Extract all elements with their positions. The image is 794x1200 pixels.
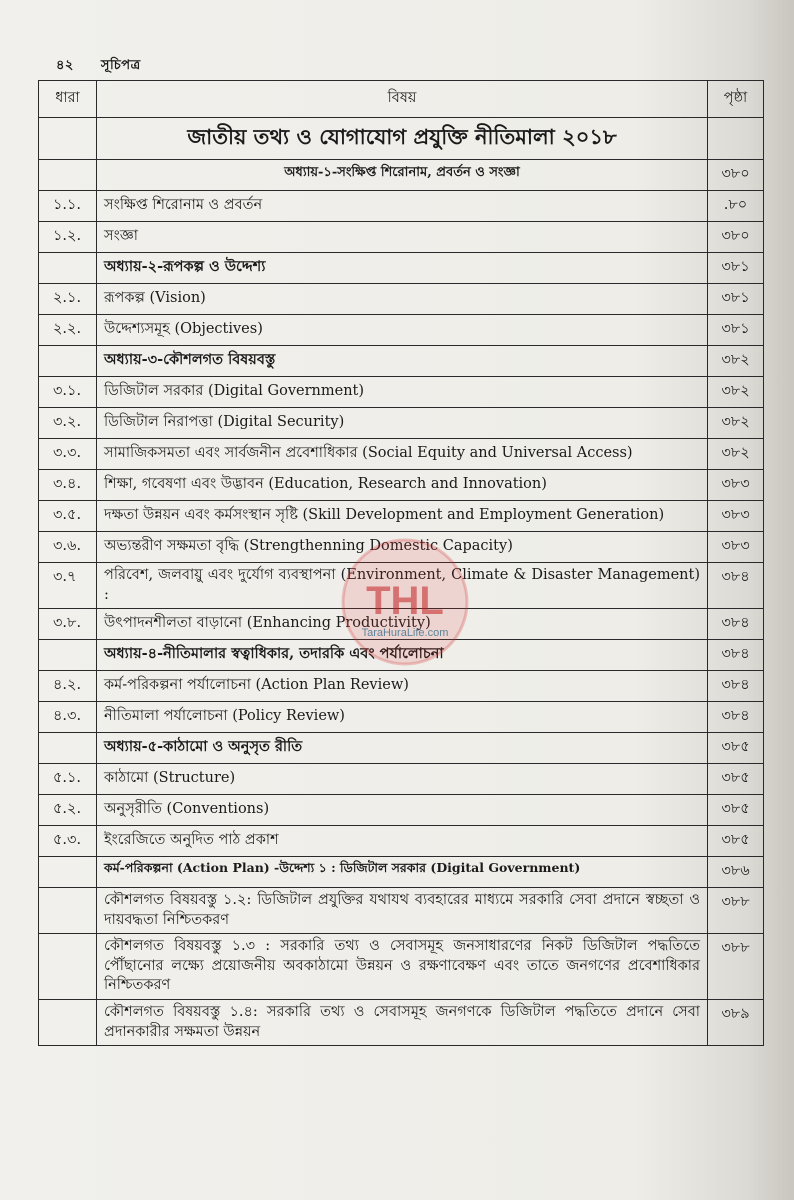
row-section-number: ৩.৭ — [39, 563, 97, 609]
table-row — [39, 408, 764, 439]
row-subject: কর্ম-পরিকল্পনা পর্যালোচনা (Action Plan Review) — [97, 671, 708, 702]
row-subject: অধ্যায়-৩-কৌশলগত বিষয়বস্তু — [97, 346, 708, 377]
row-section-number — [39, 253, 97, 284]
row-page-number: ৩৮১ — [708, 253, 764, 284]
row-subject: উৎপাদনশীলতা বাড়ানো (Enhancing Productivity) — [97, 609, 708, 640]
row-page-number: ৩৮৮ — [708, 934, 764, 1000]
row-page-number: ৩৮১ — [708, 315, 764, 346]
row-section-number: ৫.৩. — [39, 826, 97, 857]
row-section-number — [39, 857, 97, 888]
row-page-number: ৩৮৩ — [708, 470, 764, 501]
table-row — [39, 609, 764, 640]
row-subject: ডিজিটাল সরকার (Digital Government) — [97, 377, 708, 408]
table-row — [39, 284, 764, 315]
row-section-number: ৩.৫. — [39, 501, 97, 532]
row-section-number: ৩.৩. — [39, 439, 97, 470]
title-row — [39, 118, 764, 160]
row-page-number: ৩৮০ — [708, 222, 764, 253]
table-row — [39, 346, 764, 377]
table-row — [39, 563, 764, 609]
table-row — [39, 640, 764, 671]
row-subject: অভ্যন্তরীণ সক্ষমতা বৃদ্ধি (Strengthenning Domestic Capacity) — [97, 532, 708, 563]
row-page-number: ৩৮২ — [708, 377, 764, 408]
row-page-number: ৩৮৪ — [708, 671, 764, 702]
row-section-number: ১.১. — [39, 191, 97, 222]
table-row — [39, 934, 764, 1000]
row-subject: শিক্ষা, গবেষণা এবং উদ্ভাবন (Education, Research and Innovation) — [97, 470, 708, 501]
row-section-number: ২.২. — [39, 315, 97, 346]
section-title: সূচিপত্র — [100, 58, 141, 73]
table-row — [39, 671, 764, 702]
column-header-subject: বিষয় — [97, 81, 708, 118]
row-subject: উদ্দেশ্যসমূহ (Objectives) — [97, 315, 708, 346]
table-row — [39, 160, 764, 191]
table-row — [39, 999, 764, 1045]
row-section-number: ৩.৪. — [39, 470, 97, 501]
row-page-number: ৩৮৪ — [708, 702, 764, 733]
row-subject: অধ্যায়-৫-কাঠামো ও অনুসৃত রীতি — [97, 733, 708, 764]
table-row — [39, 470, 764, 501]
row-section-number — [39, 640, 97, 671]
row-subject: ডিজিটাল নিরাপত্তা (Digital Security) — [97, 408, 708, 439]
row-page-number: ৩৮১ — [708, 284, 764, 315]
row-subject: দক্ষতা উন্নয়ন এবং কর্মসংস্থান সৃষ্টি (Skill Development and Employment Generation) — [97, 501, 708, 532]
row-page-number: ৩৮৩ — [708, 501, 764, 532]
row-section-number — [39, 346, 97, 377]
row-subject: অনুসৃরীতি (Conventions) — [97, 795, 708, 826]
table-row — [39, 733, 764, 764]
column-header-section: ধারা — [39, 81, 97, 118]
table-row — [39, 315, 764, 346]
row-section-number — [39, 733, 97, 764]
row-subject: কৌশলগত বিষয়বস্তু ১.৩ : সরকারি তথ্য ও সেবাসমূহ জনসাধারণের নিকট ডিজিটাল পদ্ধতিতে পৌঁছানোর লক্ষ্যে প্রয়োজনীয় অবকাঠামো উন্নয়ন ও রক্ষণাবেক্ষণ এবং তাতে জনগণের প্রবেশাধিকার নিশ্চিতকরণ — [97, 934, 708, 1000]
row-page-number: ৩৮৫ — [708, 795, 764, 826]
row-subject: কৌশলগত বিষয়বস্তু ১.২: ডিজিটাল প্রযুক্তির যথাযথ ব্যবহারের মাধ্যমে সরকারি সেবা প্রদানে স্বচ্ছতা ও দায়বদ্ধতা নিশ্চিতকরণ — [97, 888, 708, 934]
row-section-number: ৩.১. — [39, 377, 97, 408]
row-section-number: ৩.৮. — [39, 609, 97, 640]
row-subject: পরিবেশ, জলবায়ু এবং দুর্যোগ ব্যবস্থাপনা (Environment, Climate & Disaster Management) : — [97, 563, 708, 609]
row-page-number: ৩৮৫ — [708, 826, 764, 857]
row-subject: কর্ম-পরিকল্পনা (Action Plan) -উদ্দেশ্য ১ : ডিজিটাল সরকার (Digital Government) — [97, 857, 708, 888]
table-row — [39, 439, 764, 470]
row-page-number: ৩৮৩ — [708, 532, 764, 563]
row-section-number — [39, 999, 97, 1045]
row-page-number: ৩৮৬ — [708, 857, 764, 888]
table-row — [39, 532, 764, 563]
row-section-number: ২.১. — [39, 284, 97, 315]
table-header-row — [39, 81, 764, 118]
row-section-number — [39, 888, 97, 934]
policy-title: জাতীয় তথ্য ও যোগাযোগ প্রযুক্তি নীতিমালা ২০১৮ — [97, 118, 708, 160]
table-row — [39, 888, 764, 934]
contents-table — [38, 80, 764, 1046]
row-subject: অধ্যায়-২-রূপকল্প ও উদ্দেশ্য — [97, 253, 708, 284]
row-page-number: ৩৮৪ — [708, 563, 764, 609]
page-header — [56, 56, 163, 77]
row-section-number: ৫.২. — [39, 795, 97, 826]
row-section-number: ৪.৩. — [39, 702, 97, 733]
row-subject: কৌশলগত বিষয়বস্তু ১.৪: সরকারি তথ্য ও সেবাসমূহ জনগণকে ডিজিটাল পদ্ধতিতে প্রদানে সেবা প্রদানকারীর সক্ষমতা উন্নয়ন — [97, 999, 708, 1045]
column-header-page: পৃষ্ঠা — [708, 81, 764, 118]
table-row — [39, 501, 764, 532]
table-row — [39, 826, 764, 857]
row-subject: অধ্যায়-৪-নীতিমালার স্বত্বাধিকার, তদারকি এবং পর্যালোচনা — [97, 640, 708, 671]
watermark-logo-text: THL — [366, 579, 444, 623]
row-page-number: ৩৮২ — [708, 408, 764, 439]
row-page-number: ৩৮৮ — [708, 888, 764, 934]
row-section-number: ৪.২. — [39, 671, 97, 702]
table-row — [39, 795, 764, 826]
table-row — [39, 377, 764, 408]
row-page-number: ৩৮৪ — [708, 609, 764, 640]
row-section-number: ৩.৬. — [39, 532, 97, 563]
watermark-caption: TaraHuraLife.com — [361, 627, 449, 639]
row-subject: সামাজিকসমতা এবং সার্বজনীন প্রবেশাধিকার (Social Equity and Universal Access) — [97, 439, 708, 470]
row-page-number: ৩৮২ — [708, 346, 764, 377]
row-subject: কাঠামো (Structure) — [97, 764, 708, 795]
page-number: ৪২ — [56, 58, 74, 73]
row-subject: সংজ্ঞা — [97, 222, 708, 253]
row-page-number: .৮০ — [708, 191, 764, 222]
row-section-number — [39, 934, 97, 1000]
row-section-number: ৫.১. — [39, 764, 97, 795]
row-subject: ইংরেজিতে অনুদিত পাঠ প্রকাশ — [97, 826, 708, 857]
table-row — [39, 764, 764, 795]
table-row — [39, 857, 764, 888]
row-subject: অধ্যায়-১-সংক্ষিপ্ত শিরোনাম, প্রবর্তন ও সংজ্ঞা — [97, 160, 708, 191]
row-subject: নীতিমালা পর্যালোচনা (Policy Review) — [97, 702, 708, 733]
row-page-number: ৩৮৪ — [708, 640, 764, 671]
table-row — [39, 253, 764, 284]
row-section-number — [39, 160, 97, 191]
row-subject: রূপকল্প (Vision) — [97, 284, 708, 315]
table-row — [39, 222, 764, 253]
row-page-number: ৩৮২ — [708, 439, 764, 470]
row-subject: সংক্ষিপ্ত শিরোনাম ও প্রবর্তন — [97, 191, 708, 222]
row-page-number: ৩৮৫ — [708, 764, 764, 795]
row-page-number: ৩৮০ — [708, 160, 764, 191]
row-page-number: ৩৮৯ — [708, 999, 764, 1045]
row-page-number: ৩৮৫ — [708, 733, 764, 764]
row-section-number: ৩.২. — [39, 408, 97, 439]
row-section-number: ১.২. — [39, 222, 97, 253]
table-row — [39, 702, 764, 733]
table-row — [39, 191, 764, 222]
